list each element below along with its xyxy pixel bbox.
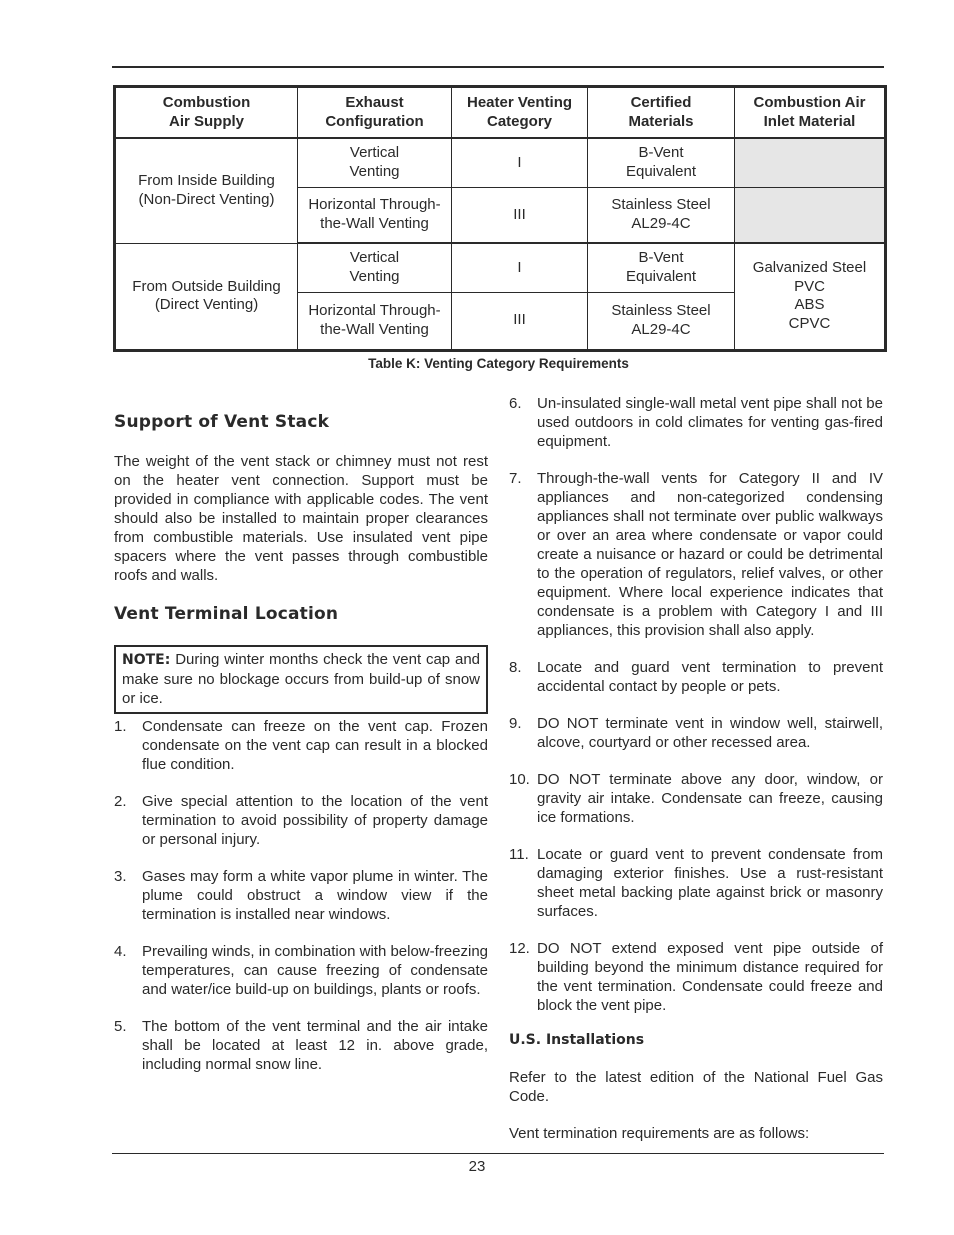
list-item: 8. Locate and guard vent termination to prevent accidental contact by people or pets. [509, 659, 883, 695]
top-rule [112, 66, 884, 68]
us-installations-requirements: Vent termination requirements are as follows: [509, 1125, 810, 1142]
us-installations-paragraph: Refer to the latest edition of the National Fuel Gas Code. [509, 1069, 883, 1105]
us-installations-heading: U.S. Installations [509, 1032, 645, 1048]
list-item: 2. Give special attention to the location of the vent termination to avoid possibility of property damage or personal injury. [114, 793, 488, 848]
support-paragraph: The weight of the vent stack or chimney must not rest on the heater vent connection. Support must be provided in compliance with applicable codes. The vent should also be installed to maintain proper clearances from combustible materials. Use insulated vent pipe spacers where the vent passes through combustible roofs and walls. [114, 453, 488, 584]
venting-category-table [113, 85, 887, 352]
list-item: 9. DO NOT terminate vent in window well, stairwell, alcove, courtyard or other recessed area. [509, 715, 883, 751]
cell-materials: Stainless Steel AL29-4C [588, 187, 735, 243]
note-text: During winter months check the vent cap and make sure no blockage occurs from build-up of snow or ice. [122, 651, 480, 707]
cell-exhaust: Horizontal Through- the-Wall Venting [298, 187, 452, 243]
cell-materials: B-Vent Equivalent [588, 243, 735, 292]
cell-exhaust: Horizontal Through- the-Wall Venting [298, 292, 452, 350]
cell-materials: Stainless Steel AL29-4C [588, 292, 735, 350]
table-header-row [115, 87, 886, 139]
table-row [115, 243, 886, 292]
header-air-supply: Combustion Air Supply [115, 87, 298, 139]
note-label: NOTE: [122, 652, 171, 668]
bottom-rule [112, 1153, 884, 1154]
list-item: 10. DO NOT terminate above any door, window, or gravity air intake. Condensate can freeze, causing ice formations. [509, 771, 883, 826]
list-item: 6. Un-insulated single-wall metal vent pipe shall not be used outdoors in cold climates for venting gas-fired equipment. [509, 395, 883, 450]
cell-materials: B-Vent Equivalent [588, 138, 735, 187]
cell-inlet-material-empty [735, 187, 886, 243]
list-item: 7. Through-the-wall vents for Category II and IV appliances and non-categorized condensing appliances shall not terminate over public walkways or over an area where condensate or vapor could create a nuisance or hazard or could be detrimental to the operation of regulators, relief valves, or other equipment. Where local experience indicates that condensate is a problem with Category I and III appliances, this provision shall also apply. [509, 470, 883, 639]
left-column [114, 400, 488, 1074]
header-inlet-material: Combustion Air Inlet Material [735, 87, 886, 139]
page-number: 23 [468, 1158, 486, 1175]
cell-air-supply: From Inside Building (Non-Direct Venting) [115, 138, 298, 243]
terminal-list-left [114, 717, 488, 1074]
support-heading: Support of Vent Stack [114, 412, 330, 432]
cell-exhaust: Vertical Venting [298, 243, 452, 292]
cell-category: I [452, 138, 588, 187]
list-item: 12. DO NOT extend exposed vent pipe outside of building beyond the minimum distance required for the vent termination. Condensate could freeze and block the vent pipe. [509, 940, 883, 1014]
cell-inlet-material: Galvanized Steel PVC ABS CPVC [735, 243, 886, 350]
table-caption: Table K: Venting Category Requirements [368, 356, 629, 371]
cell-category: I [452, 243, 588, 292]
note-box [114, 645, 488, 714]
header-venting-category: Heater Venting Category [452, 87, 588, 139]
header-exhaust-configuration: Exhaust Configuration [298, 87, 452, 139]
list-item: 11. Locate or guard vent to prevent condensate from damaging exterior finishes. Use a rust-resistant sheet metal backing plate against brick or masonry surfaces. [509, 846, 883, 920]
terminal-list-right [509, 394, 883, 1015]
list-item: 5. The bottom of the vent terminal and the air intake shall be located at least 12 in. above grade, including normal snow line. [114, 1018, 488, 1073]
cell-exhaust: Vertical Venting [298, 138, 452, 187]
cell-inlet-material-empty [735, 138, 886, 187]
table-row [115, 138, 886, 187]
list-item: 1. Condensate can freeze on the vent cap. Frozen condensate on the vent cap can result in a blocked flue condition. [114, 718, 488, 773]
header-certified-materials: Certified Materials [588, 87, 735, 139]
terminal-heading: Vent Terminal Location [114, 604, 339, 624]
cell-category: III [452, 292, 588, 350]
list-item: 3. Gases may form a white vapor plume in winter. The plume could obstruct a window view if the termination is installed near windows. [114, 868, 488, 923]
right-column [509, 394, 883, 1143]
cell-air-supply: From Outside Building (Direct Venting) [115, 243, 298, 350]
list-item: 4. Prevailing winds, in combination with below-freezing temperatures, can cause freezing of condensate and water/ice build-up on buildings, plants or roofs. [114, 943, 489, 998]
cell-category: III [452, 187, 588, 243]
